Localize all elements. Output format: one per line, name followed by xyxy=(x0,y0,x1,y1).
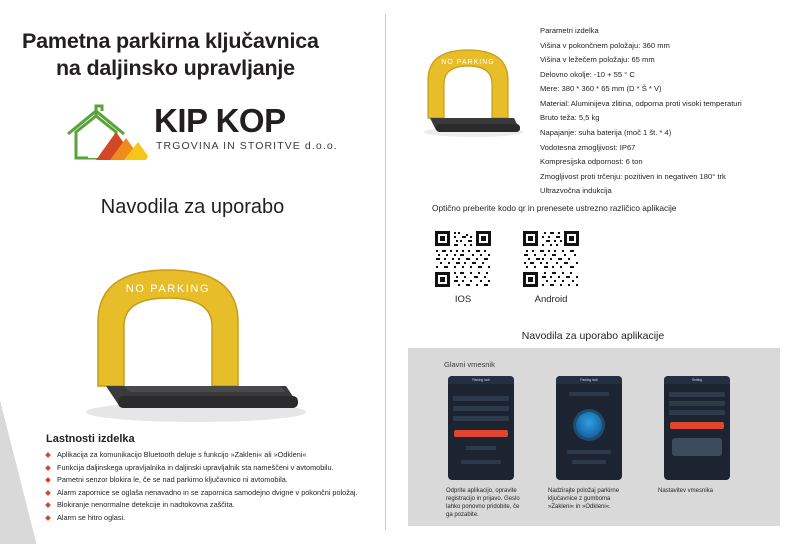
logo-wordmark: KIP KOP xyxy=(154,102,286,139)
qr-code-android[interactable] xyxy=(520,228,582,290)
primary-action-button xyxy=(454,430,508,437)
spec-item: Višina v pokončnem položaju: 360 mm xyxy=(540,40,670,50)
lock-unlock-button xyxy=(576,412,602,438)
spec-item: Zmogljivost proti trčenju: pozitiven in negativen 180° trk xyxy=(540,171,726,181)
app-screenshot-settings xyxy=(664,376,730,480)
app-screenshot-control xyxy=(556,376,622,480)
link-row xyxy=(461,460,501,464)
link-row xyxy=(466,446,496,450)
svg-text:NO PARKING: NO PARKING xyxy=(125,283,211,295)
specifications-list xyxy=(540,24,792,199)
spec-item: Bruto teža: 5,5 kg xyxy=(540,113,600,123)
info-row xyxy=(572,460,606,464)
list-item: Blokiranje nenormalne detekcije in nadtokovna zaščita. xyxy=(46,500,364,509)
list-item: Alarm zapornice se oglaša nenavadno in se zapornica samodejno dvigne v pokončni položaj. xyxy=(46,488,364,497)
spec-item: Material: Aluminijeva zlitina, odporna proti visoki temperaturi xyxy=(540,98,742,108)
info-row xyxy=(567,450,611,454)
title-line-2: na daljinsko upravljanje xyxy=(56,55,295,80)
qr-label-ios: IOS xyxy=(454,294,472,305)
panel-label: Glavni vmesnik xyxy=(444,360,495,369)
manual-heading: Navodila za uporabo xyxy=(100,196,285,218)
qr-code-ios[interactable] xyxy=(432,228,494,290)
page-title xyxy=(22,28,372,81)
status-bar xyxy=(556,376,622,384)
logo-tagline: TRGOVINA IN STORITVE d.o.o. xyxy=(156,140,338,152)
decorative-wedge xyxy=(0,394,38,544)
qr-code-row xyxy=(432,228,632,318)
input-row xyxy=(453,416,509,421)
company-logo xyxy=(66,96,338,164)
setting-row xyxy=(669,401,725,406)
title-line-1: Pametna parkirna ključavnica xyxy=(22,29,319,53)
app-status-title: Parking lock xyxy=(472,378,490,382)
product-lock-illustration xyxy=(402,34,534,144)
caption: Nadzirajte položaj parkirne ključavnice z gumboma »Zakleni« in »Odkleni«. xyxy=(548,488,620,510)
features-list xyxy=(46,450,364,526)
list-item: Aplikacija za komunikacijo Bluetooth deluje s funkcijo »Zakleni« ali »Odkleni« xyxy=(46,450,364,459)
app-guide-heading: Navodila za uporabo aplikacije xyxy=(521,330,665,342)
spec-item: Delovno okolje: -10 + 55 ° C xyxy=(540,69,635,79)
app-screenshot-login xyxy=(448,376,514,480)
svg-text:NO PARKING: NO PARKING xyxy=(441,59,495,66)
spec-heading: Parametri izdelka xyxy=(540,26,599,35)
list-item: Funkcija daljinskega upravljalnika in daljinski upravljalnik sta nameščeni v avtomobilu. xyxy=(46,463,364,472)
device-row xyxy=(569,392,609,396)
car-illustration xyxy=(672,438,722,456)
spec-item: Višina v ležečem položaju: 65 mm xyxy=(540,55,655,65)
primary-action-button xyxy=(670,422,724,429)
spec-item: Napajanje: suha baterija (moč 1 št. * 4) xyxy=(540,128,672,138)
qr-instructions: Optično preberite kodo qr in prenesete ustrezno različico aplikacije xyxy=(432,203,677,213)
caption: Nastavitev vmesnika xyxy=(658,488,714,494)
spec-item: Kompresijska odpornost: 6 ton xyxy=(540,157,643,167)
setting-row xyxy=(669,410,725,415)
app-status-title: Setting xyxy=(692,378,702,382)
product-photo xyxy=(36,236,346,426)
right-column xyxy=(386,0,800,544)
input-row xyxy=(453,406,509,411)
caption: Odprite aplikacijo, opravite registracijo in prijavo. Geslo lahko ponovno pridobite, če ga pozabite. xyxy=(446,488,520,518)
status-bar xyxy=(448,376,514,384)
qr-label-android: Android xyxy=(534,294,568,305)
list-item: Pametni senzor blokira le, če se nad parkirno ključavnico ni avtomobila. xyxy=(46,475,364,484)
app-guide-panel xyxy=(408,348,780,526)
status-bar xyxy=(664,376,730,384)
setting-row xyxy=(669,392,725,397)
spec-item: Vodotesna zmogljivost: IP67 xyxy=(540,142,636,152)
spec-item: Mere: 380 * 360 * 65 mm (D * Š * V) xyxy=(540,84,662,94)
list-item: Alarm se hitro oglasi. xyxy=(46,513,364,522)
left-column xyxy=(0,0,385,544)
features-heading: Lastnosti izdelka xyxy=(46,433,135,445)
house-roof-icon xyxy=(66,98,152,160)
app-status-title: Parking lock xyxy=(580,378,598,382)
input-row xyxy=(453,396,509,401)
spec-item: Ultrazvočna indukcija xyxy=(540,186,612,196)
